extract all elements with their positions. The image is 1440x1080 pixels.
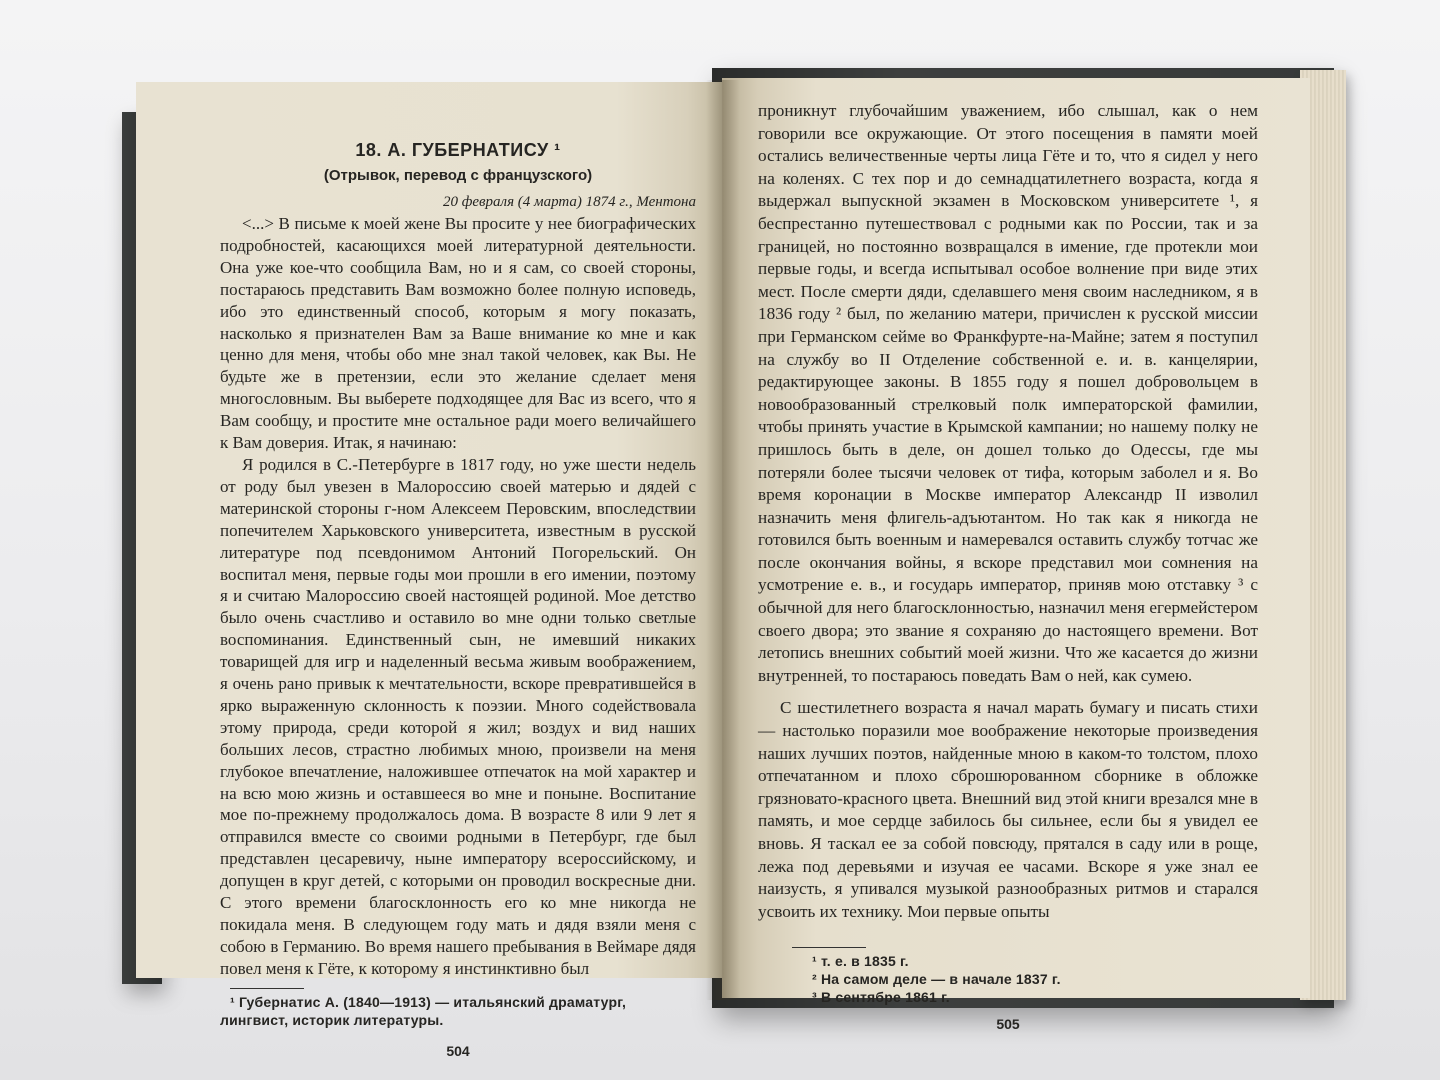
right-paragraph-1: проникнут глубочайшим уважением, ибо слышал, как о нем говорили все окружающие. От этого посещения в памяти моей остались величественные черты лица Гёте и то, что я сидел у него на коленях. С тех пор и до семнадцатилетнего возраста, когда я выдержал выпускной экзамен в Московском университете ¹, я беспрестанно путешествовал с родными как по России, так и за границей, но постоянно возвращался в имение, где протекли мои первые годы, и всегда испытывал особое волнение при виде этих мест. После смерти дяди, сделавшего меня своим наследником, я в 1836 году ² был, по желанию матери, причислен к русской миссии при Германском сейме во Франкфурте-на-Майне; затем я поступил на службу во II Отделение собственной е. и. в. канцелярии, редактирующее законы. В 1855 году я пошел добровольцем в новообразованный стрелковый полк императорской фамилии, чтобы принять участие в Крымской кампании; но нашему полку не пришлось быть в деле, он дошел только до Одессы, где мы потеряли более тысячи человек от тифа, которым заболел и я. Во время коронации в Москве император Александр II изволил назначить меня флигель-адъютантом. Но так как я никогда не готовился быть военным и намеревался оставить службу тотчас же после окончания войны, я вскоре представил мои сомнения на усмотрение е. в., и государь император, приняв мою отставку ³ с обычной для него благосклонностью, назначил меня егермейстером своего двора; это звание я сохраняю до настоящего времени. Вот летопись внешних событий моей жизни. Что же касается до жизни внутренней, то постараюсь поведать Вам о ней, как сумею. <box>758 101 1258 685</box>
left-paragraph-2: Я родился в С.-Петербурге в 1817 году, но уже шести недель от роду был увезен в Малороссию своей матерью и дядей с материнской стороны г-ном Алексеем Перовским, впоследствии попечителем Харьковского университета, известным в русской литературе под псевдонимом Антоний Погорельский. Он воспитал меня, первые годы мои прошли в его имении, поэтому я и считаю Малороссию своей настоящей родиной. Мое детство было очень счастливо и оставило во мне одни только светлые воспоминания. Единственный сын, не имевший никаких товарищей для игр и наделенный весьма живым воображением, я очень рано привык к мечтательности, вскоре превратившейся в ярко выраженную склонность к поэзии. Много содействовала этому природа, среди которой я жил; воздух и вид наших больших лесов, страстно любимых мною, произвели на меня глубокое впечатление, наложившее отпечаток на мой характер и на всю мою жизнь и оставшееся во мне и поныне. Воспитание мое по-прежнему продолжалось дома. В возрасте 8 или 9 лет я отправился вместе со своими родными в Петербург, где был представлен цесаревичу, ныне императору всероссийскому, и допущен в круг детей, с которыми он проводил воскресные дни. С этого времени благосклонность его ко мне никогда не покидала меня. В следующем году мать и дядя взяли меня с собою в Германию. Во время нашего пребывания в Веймаре дядя повел меня к Гёте, к которому я инстинктивно был <box>220 454 696 978</box>
right-page-number: 505 <box>996 1016 1020 1033</box>
footnote-rule <box>230 988 304 989</box>
letter-heading: 18. А. ГУБЕРНАТИСУ ¹ <box>355 140 561 160</box>
right-footnote-3: ³ В сентябре 1861 г. <box>812 989 950 1006</box>
left-paragraph-1: <...> В письме к моей жене Вы просите у нее биографических подробностей, касающихся моей литературной деятельности. Она уже кое-что сообщила Вам, но и я сам, со своей стороны, постараюсь представить Вам возможно более полную исповедь, ибо это единственный способ, которым я могу показать, насколько я признателен Вам за Ваше внимание ко мне и как ценно для меня, чтобы обо мне знал такой человек, как Вы. Не будьте же в претензии, если это желание сделает меня многословным. Вы выберете подходящее для Вас из всего, что я Вам сообщу, и простите мне остальное ради моего величайшего к Вам доверия. Итак, я начинаю: <box>220 214 696 453</box>
letter-subheading: (Отрывок, перевод с французского) <box>323 167 593 184</box>
left-page <box>136 82 722 1059</box>
right-footnote-1: ¹ т. е. в 1835 г. <box>812 953 909 970</box>
right-page <box>722 78 1310 1033</box>
right-footnote-2: ² На самом деле — в начале 1837 г. <box>812 971 1061 988</box>
book-gutter <box>706 80 740 1000</box>
right-paragraph-2: С шестилетнего возраста я начал марать бумагу и писать стихи — настолько поразили мое воображение некоторые произведения наших лучших поэтов, найденные мною в каком-то толстом, плохо отпечатанном и плохо сброшюрованном сборнике в обложке грязновато-красного цвета. Внешний вид этой книги врезался мне в память, и мое сердце забилось бы сильнее, если бы я увидел ее вновь. Я таскал ее за собой повсюду, прятался в саду или в роще, лежа под деревьями и изучая ее часами. Вскоре я уже знал ее наизусть, я упивался музыкой разнообразных ритмов и старался усвоить их технику. Мои первые опыты <box>758 698 1258 921</box>
left-footnote: ¹ Губернатис А. (1840—1913) — итальянский драматург, лингвист, историк литературы. <box>220 993 627 1028</box>
letter-dateline: 20 февраля (4 марта) 1874 г., Ментона <box>442 194 696 210</box>
left-page-number: 504 <box>446 1042 470 1059</box>
footnote-rule <box>792 947 866 948</box>
